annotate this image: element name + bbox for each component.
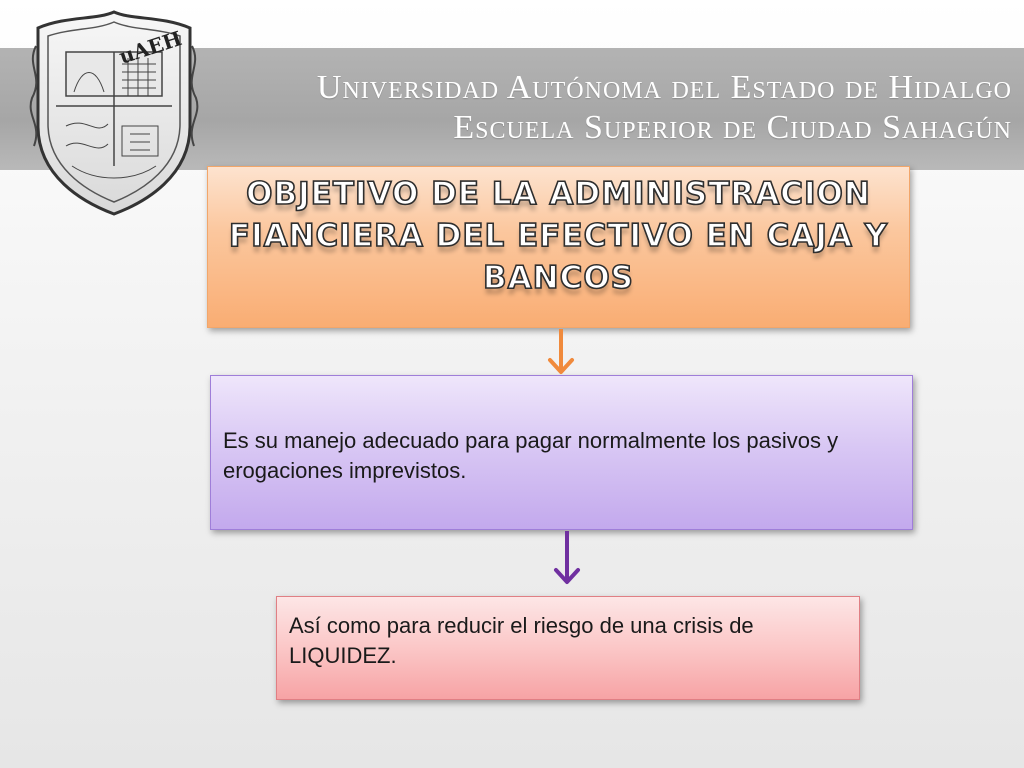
arrow-down-icon <box>550 329 572 372</box>
definition-text: Es su manejo adecuado para pagar normalmente los pasivos y erogaciones imprevistos. <box>223 428 839 483</box>
school-name: Escuela Superior de Ciudad Sahagún <box>453 109 1012 146</box>
diagram-title: OBJETIVO DE LA ADMINISTRACION FIANCIERA DEL EFECTIVO EN CAJA Y BANCOS <box>228 176 889 296</box>
liquidity-text: Así como para reducir el riesgo de una crisis de LIQUIDEZ. <box>289 613 754 668</box>
logo-lettering: uAEH <box>116 26 185 69</box>
arrow-down-icon <box>556 531 578 582</box>
university-name: Universidad Autónoma del Estado de Hidalgo <box>316 69 1012 106</box>
